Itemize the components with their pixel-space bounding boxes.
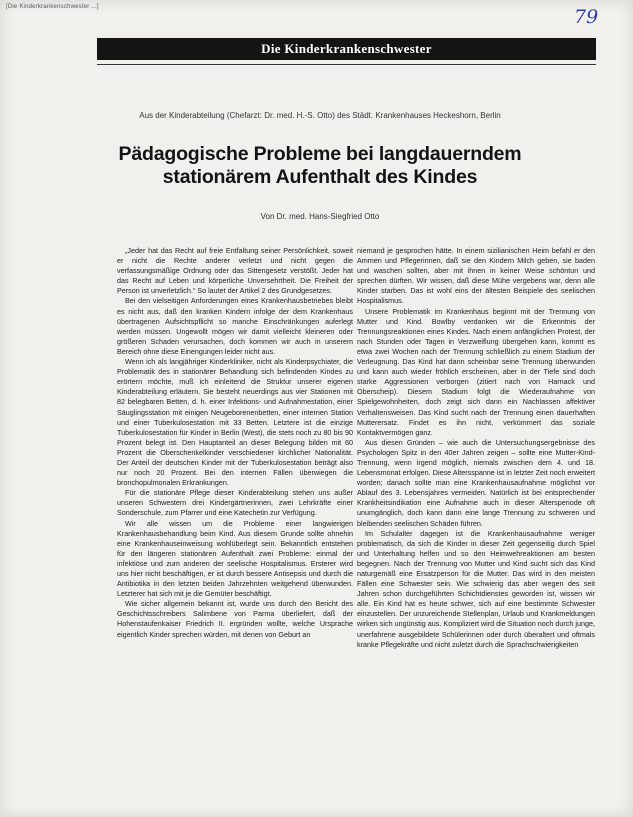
article-title <box>60 143 580 189</box>
left-column <box>117 246 353 640</box>
scan-header-line: [Die Kinderkrankenschwester ...] <box>6 4 99 10</box>
author-line: Von Dr. med. Hans-Siegfried Otto <box>260 212 380 221</box>
title-line-1: Pädagogische Probleme bei langdauerndem <box>118 143 522 165</box>
paragraph: Aus diesen Gründen – wie auch die Untersuchungsergebnisse des Psychologen Spitz in den 40er Jahren zeigen – sollte eine Mutter-Kind-Trennung, wenn irgend möglich, niemals zwischen dem 4. und 18. Lebensmonat erfolgen. Diese Altersspanne ist in letzter Zeit noch erweitert worden; danach sollte man eine Krankenhausaufnahme möglichst vor Ablauf des 3. Lebensjahres vermeiden. Natürlich ist bei entsprechender Krankheitsindikation eine Aufnahme auch in dieser Altersperiode oft unumgänglich, doch kann dann eine lange Trennung zu schweren und bleibenden seelischen Schäden führen. <box>357 437 595 528</box>
paragraph: Im Schulalter dagegen ist die Krankenhausaufnahme weniger problematisch, da sich die Kinder in dieser Zeit gegenseitig durch Spiel und Unterhaltung helfen und so den Heimwehreaktionen am besten begegnen. Nach der Trennung von Mutter und Kind sucht sich das Kind naturgemäß eine Ersatzperson für die Mutter. Das wird in den meisten Fällen eine Schwester sein. Wie schwierig das aber wegen des seit Jahren schon durchgeführten Schichtdienstes geworden ist, wissen wir alle. Ein Kind hat es heute schwer, sich auf eine bestimmte Schwester einzustellen. Der unzureichende Stellenplan, Urlaub und Krankmeldungen wirken sich ungünstig aus. Kompliziert wird die Situation noch durch junge, unerfahrene ausgebildete Schülerinnen oder durch überaltert und oftmals kranke Pflegekräfte und nicht zuletzt durch die Sprachschwierigkeiten <box>357 528 595 649</box>
paragraph: Unsere Problematik im Krankenhaus beginnt mit der Trennung von Mutter und Kind. Bowlby verdanken wir die Erkenntnis der Trennungsreaktionen eines Kindes. Nach einem anfänglichen Protest, der nach Stunden oder Tagen in Verzweiflung übergehen kann, kommt es etwa zwei Wochen nach der Trennung schließlich zu einem Stadium der Verleugnung. Das Kind hat dann scheinbar seine Trennung überwunden und kann auch wieder fröhlich erscheinen, aber in der Tiefe sind doch starke Aggressionen verborgen (zitiert nach von Harnack und Oberscheip). Diesem Stadium folgt die Wiederaufnahme von Spielgewohnheiten, doch zeigt sich dann ein Nachlassen affektiver Verhaltensweisen. Das Kind sucht nach der Trennung einen dauerhaften Mutterersatz. Findet es ihn nicht, verkümmert das soziale Kontaktvermögen ganz. <box>357 306 595 437</box>
paragraph: „Jeder hat das Recht auf freie Entfaltung seiner Persönlichkeit, soweit er nicht die Rechte anderer verletzt und nicht gegen die verfassungsmäßige Ordnung oder das Sittengesetz verstößt. Jeder hat das Recht auf Leben und körperliche Unversehrtheit. Die Freiheit der Person ist unverletzlich.“ So lautet der Artikel 2 des Grundgesetzes. <box>117 246 353 296</box>
page-number: 79 <box>574 6 599 28</box>
banner-rule <box>97 64 596 65</box>
paragraph: Bei den vielseitigen Anforderungen eines Krankenhausbetriebes bleibt es nicht aus, daß den kranken Kindern infolge der dem Krankenhaus übertragenen Aufsichtspflicht so manche Einschränkungen auferlegt werden müssen. Ungewollt mögen wir damit vielleicht kleineren oder größeren Schaden verursachen, doch kommen wir auch in unserem Bereich ohne diese Einengungen leider nicht aus. <box>117 296 353 356</box>
affiliation-line: Aus der Kinderabteilung (Chefarzt: Dr. med. H.-S. Otto) des Städt. Krankenhauses Heckeshorn, Berlin <box>139 111 501 120</box>
paragraph: Wir alle wissen um die Probleme einer langwierigen Krankenhausbehandlung beim Kind. Aus diesem Grunde sollte ohnehin eine Krankenhauseinweisung wohlüberlegt sein. Bekanntlich entstehen für den längeren stationären Aufenthalt zwei Probleme: einmal der infektiöse und zum anderen der seelische Hospitalismus. Ersterer wird uns hier nicht beschäftigen, er ist durch bessere Antisepsis und durch die Antibiotika in den letzten beiden Jahrzehnten weitgehend überwunden. Letzterer hat sich mit je die Gemüter beschäftigt. <box>117 518 353 599</box>
right-column <box>357 246 595 650</box>
paragraph: niemand je gesprochen hätte. In einem sizilianischen Heim befahl er den Ammen und Pflegerinnen, daß sie den Kindern Milch geben, sie baden und waschen sollten, aber mit ihnen in keiner Weise schöntun und sprechen dürften. Wir wissen, daß diese Mühe vergebens war, denn alle Kinder starben. Das ist wohl eins der ältesten Beispiele des seelischen Hospitalismus. <box>357 246 595 306</box>
paragraph: Wie sicher allgemein bekannt ist, wurde uns durch den Bericht des Geschichtsschreibers Salimbene von Parma überliefert, daß der Hohenstaufenkaiser Friedrich II. ergründen wollte, welche Ursprache eigentlich Kinder sprechen würden, mit denen von Geburt an <box>117 599 353 639</box>
journal-banner: Die Kinderkrankenschwester <box>97 38 596 60</box>
title-line-2: stationärem Aufenthalt des Kindes <box>162 166 478 188</box>
paragraph: Wenn ich als langjähriger Kinderkliniker, nicht als Kinderpsychiater, die Problematik des in stationärer Behandlung sich befindenden Kindes zu erörtern möchte, muß ich einleitend die Struktur unserer eigenen Kinderabteilung erläutern. Sie besteht neuerdings aus vier Stationen mit 82 belegbaren Betten, d. h. einer Infektions- und Aufnahmestation, einer Säuglingsstation mit einigen Neugeborenenbetten, einer internen Station und einer Tuberkulosestation mit 33 Betten. Letztere ist die einzige Tuberkulosestation für Kinder in Berlin (West), die stets noch zu 80 bis 90 Prozent belegt ist. Den Hauptanteil an dieser Belegung bilden mit 60 Prozent die Oberschenkelkinder verschiedener kirchlicher Nationalität. Der Anteil der deutschen Kinder mit der Tuberkulosestation beträgt also nur noch 20 Prozent. Bei den internen Fällen überwiegen die bronchopulmonalen Erkrankungen. <box>117 357 353 488</box>
paragraph: Für die stationäre Pflege dieser Kinderabteilung stehen uns außer unseren Schwestern drei Kindergärtnerinnen, zwei Lehrkräfte einer Sonderschule, zum Pfarrer und eine Katechetin zur Verfügung. <box>117 488 353 518</box>
